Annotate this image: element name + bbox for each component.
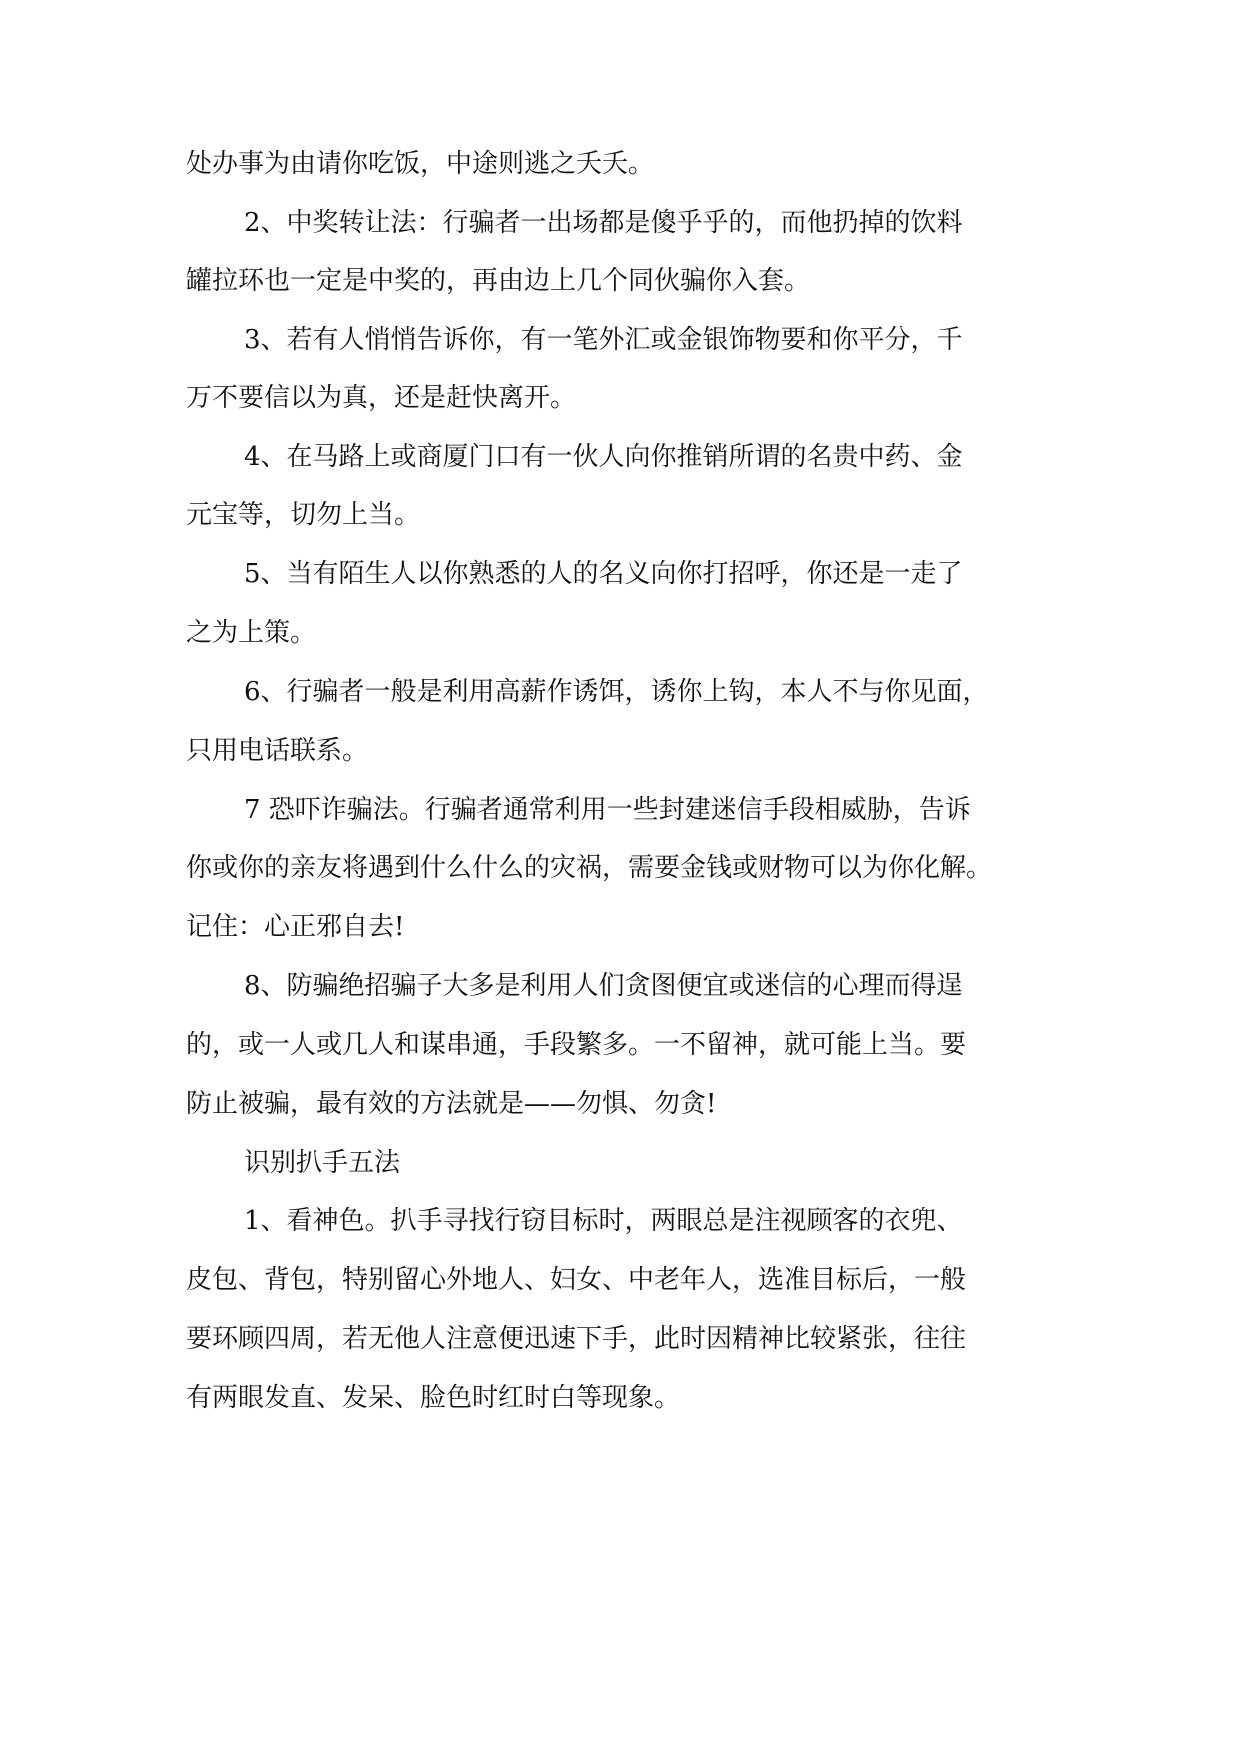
paragraph-7-line-2: 你或你的亲友将遇到什么什么的灾祸，需要金钱或财物可以为你化解。 bbox=[186, 853, 993, 883]
paragraph-9-line-2: 皮包、背包，特别留心外地人、妇女、中老年人，选准目标后，一般 bbox=[186, 1265, 967, 1295]
paragraph-5-line-1: 5、当有陌生人以你熟悉的人的名义向你打招呼，你还是一走了 bbox=[244, 559, 963, 589]
paragraph-8-line-1: 8、防骗绝招骗子大多是利用人们贪图便宜或迷信的心理而得逞 bbox=[244, 971, 963, 1001]
paragraph-6-line-1: 6、行骗者一般是利用高薪作诱饵，诱你上钩，本人不与你见面， bbox=[244, 677, 989, 707]
text-line-1: 处办事为由请你吃饭，中途则逃之夭夭。 bbox=[186, 149, 655, 179]
paragraph-2-line-1: 2、中奖转让法：行骗者一出场都是傻乎乎的，而他扔掉的饮料 bbox=[244, 208, 963, 238]
paragraph-4-line-1: 4、在马路上或商厦门口有一伙人向你推销所谓的名贵中药、金 bbox=[244, 442, 963, 472]
paragraph-9-line-1: 1、看神色。扒手寻找行窃目标时，两眼总是注视顾客的衣兜、 bbox=[244, 1206, 963, 1236]
paragraph-4-line-2: 元宝等，切勿上当。 bbox=[186, 500, 421, 530]
paragraph-2-line-2: 罐拉环也一定是中奖的，再由边上几个同伙骗你入套。 bbox=[186, 266, 811, 296]
paragraph-8-line-2: 的，或一人或几人和谋串通，手段繁多。一不留神，就可能上当。要 bbox=[186, 1030, 967, 1060]
section-heading: 识别扒手五法 bbox=[244, 1148, 401, 1178]
paragraph-7-line-3: 记住：心正邪自去! bbox=[186, 912, 405, 942]
paragraph-3-line-1: 3、若有人悄悄告诉你，有一笔外汇或金银饰物要和你平分，千 bbox=[244, 325, 963, 355]
paragraph-3-line-2: 万不要信以为真，还是赶快离开。 bbox=[186, 383, 577, 413]
paragraph-7-line-1: 7 恐吓诈骗法。行骗者通常利用一些封建迷信手段相威胁，告诉 bbox=[244, 795, 971, 825]
paragraph-9-line-3: 要环顾四周，若无他人注意便迅速下手，此时因精神比较紧张，往往 bbox=[186, 1324, 967, 1354]
paragraph-8-line-3: 防止被骗，最有效的方法就是——勿惧、勿贪! bbox=[186, 1089, 717, 1119]
paragraph-9-line-4: 有两眼发直、发呆、脸色时红时白等现象。 bbox=[186, 1383, 681, 1413]
paragraph-6-line-2: 只用电话联系。 bbox=[186, 736, 369, 766]
paragraph-5-line-2: 之为上策。 bbox=[186, 618, 317, 648]
